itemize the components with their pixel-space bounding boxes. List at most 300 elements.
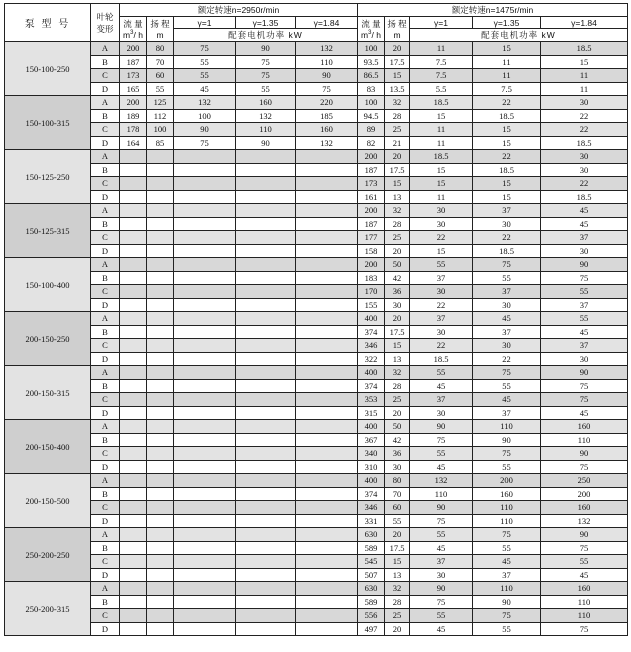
value-cell-lq: 200 [358,150,385,164]
value-cell-hp3 [296,420,358,434]
table-row [5,123,628,137]
model-cell: 250-200-315 [5,582,91,636]
value-cell-hh [147,555,174,569]
value-cell-lp1: 11 [410,190,473,204]
table-row [5,379,628,393]
value-cell-lp2: 75 [473,258,541,272]
header-variant [91,4,120,42]
value-cell-lp3: 160 [541,501,628,515]
value-cell-lp3: 11 [541,69,628,83]
value-cell-hp2 [236,622,296,636]
value-cell-lq: 331 [358,514,385,528]
value-cell-lp3: 45 [541,325,628,339]
value-cell-lp1: 30 [410,217,473,231]
value-cell-lp1: 55 [410,366,473,380]
value-cell-lh: 15 [385,555,410,569]
value-cell-lq: 367 [358,433,385,447]
table-row [5,487,628,501]
value-cell-hq [120,433,147,447]
value-cell-lp1: 18.5 [410,352,473,366]
value-cell-lp2: 18.5 [473,109,541,123]
value-cell-hq: 164 [120,136,147,150]
value-cell-hq [120,609,147,623]
value-cell-hp3 [296,501,358,515]
value-cell-hp1 [174,474,236,488]
table-row [5,271,628,285]
value-cell-lp3: 75 [541,622,628,636]
value-cell-hh [147,231,174,245]
value-cell-hh [147,528,174,542]
value-cell-lp1: 75 [410,433,473,447]
value-cell-hq [120,595,147,609]
value-cell-hp1 [174,447,236,461]
table-row [5,69,628,83]
value-cell-hh [147,433,174,447]
value-cell-lq: 187 [358,217,385,231]
value-cell-lh: 17.5 [385,163,410,177]
value-cell-lp3: 55 [541,285,628,299]
value-cell-lp3: 75 [541,271,628,285]
value-cell-hp3 [296,271,358,285]
value-cell-hh [147,271,174,285]
value-cell-lp2: 22 [473,231,541,245]
table-row [5,244,628,258]
model-cell: 150-125-315 [5,204,91,258]
value-cell-hp3 [296,163,358,177]
value-cell-hq [120,379,147,393]
value-cell-hp3 [296,366,358,380]
value-cell-hq [120,460,147,474]
value-cell-hq [120,325,147,339]
value-cell-lp1: 110 [410,487,473,501]
value-cell-hq [120,487,147,501]
value-cell-hp2 [236,271,296,285]
value-cell-hp2 [236,352,296,366]
value-cell-lh: 42 [385,271,410,285]
value-cell-lh: 80 [385,474,410,488]
value-cell-lp2: 110 [473,420,541,434]
value-cell-lp3: 22 [541,177,628,191]
value-cell-lq: 100 [358,96,385,110]
variant-cell: B [91,595,120,609]
value-cell-hp1 [174,501,236,515]
value-cell-hh [147,177,174,191]
value-cell-lp2: 22 [473,150,541,164]
value-cell-lp3: 45 [541,217,628,231]
header-head-2950 [147,17,174,42]
header-variant-line1: 叶轮 [96,11,114,22]
value-cell-lh: 15 [385,177,410,191]
value-cell-hp1 [174,244,236,258]
value-cell-lp1: 132 [410,474,473,488]
value-cell-lp2: 75 [473,447,541,461]
value-cell-lp3: 37 [541,298,628,312]
value-cell-hp2: 90 [236,136,296,150]
table-row [5,325,628,339]
value-cell-hq [120,339,147,353]
value-cell-hq [120,514,147,528]
table-row [5,514,628,528]
value-cell-lh: 30 [385,298,410,312]
table-row [5,109,628,123]
value-cell-lq: 200 [358,258,385,272]
value-cell-lp3: 15 [541,55,628,69]
value-cell-hp1 [174,150,236,164]
value-cell-lp1: 30 [410,325,473,339]
value-cell-hh [147,298,174,312]
value-cell-lp1: 15 [410,109,473,123]
value-cell-hq [120,190,147,204]
value-cell-hp3: 185 [296,109,358,123]
value-cell-hp3 [296,582,358,596]
value-cell-lq: 310 [358,460,385,474]
variant-cell: D [91,190,120,204]
variant-cell: D [91,514,120,528]
variant-cell: B [91,487,120,501]
variant-cell: A [91,42,120,56]
value-cell-hh [147,420,174,434]
value-cell-hp3 [296,609,358,623]
value-cell-lq: 340 [358,447,385,461]
value-cell-lh: 32 [385,204,410,218]
value-cell-lp1: 30 [410,568,473,582]
header-head-unit: m [393,30,401,40]
value-cell-hh [147,312,174,326]
value-cell-lp1: 55 [410,258,473,272]
value-cell-lp1: 90 [410,501,473,515]
header-head-label: 扬 程 [387,19,407,29]
value-cell-hp3 [296,339,358,353]
value-cell-lp1: 22 [410,298,473,312]
value-cell-lp2: 11 [473,55,541,69]
value-cell-hp3 [296,150,358,164]
value-cell-hp2: 55 [236,82,296,96]
table-row [5,231,628,245]
value-cell-lp3: 45 [541,406,628,420]
value-cell-hp2 [236,555,296,569]
value-cell-hp2 [236,568,296,582]
variant-cell: D [91,622,120,636]
value-cell-hp1: 75 [174,136,236,150]
value-cell-lq: 155 [358,298,385,312]
value-cell-hp2 [236,190,296,204]
value-cell-lq: 158 [358,244,385,258]
value-cell-hq [120,541,147,555]
variant-cell: C [91,123,120,137]
value-cell-hh [147,393,174,407]
value-cell-hh: 100 [147,123,174,137]
value-cell-hp1: 90 [174,123,236,137]
value-cell-hp3 [296,244,358,258]
value-cell-lh: 17.5 [385,325,410,339]
table-row [5,420,628,434]
variant-cell: B [91,325,120,339]
value-cell-hh [147,541,174,555]
value-cell-hp2 [236,244,296,258]
variant-cell: A [91,258,120,272]
value-cell-lp3: 90 [541,258,628,272]
variant-cell: A [91,474,120,488]
table-row [5,352,628,366]
value-cell-lp3: 37 [541,231,628,245]
value-cell-lp2: 22 [473,96,541,110]
value-cell-hp1: 132 [174,96,236,110]
value-cell-hq [120,231,147,245]
header-flow-2950 [120,17,147,42]
value-cell-lp2: 15 [473,123,541,137]
value-cell-lq: 630 [358,582,385,596]
value-cell-lp2: 45 [473,312,541,326]
value-cell-lp1: 45 [410,541,473,555]
value-cell-hp1 [174,568,236,582]
value-cell-hp2 [236,339,296,353]
table-row [5,190,628,204]
value-cell-hp1 [174,285,236,299]
value-cell-hp2: 160 [236,96,296,110]
value-cell-lp1: 55 [410,609,473,623]
value-cell-hh: 70 [147,55,174,69]
value-cell-lp2: 15 [473,42,541,56]
value-cell-lq: 200 [358,204,385,218]
value-cell-hp3: 75 [296,82,358,96]
value-cell-hp3 [296,541,358,555]
value-cell-lq: 83 [358,82,385,96]
value-cell-lh: 20 [385,528,410,542]
value-cell-hp2 [236,258,296,272]
value-cell-hh: 85 [147,136,174,150]
value-cell-lp3: 30 [541,352,628,366]
value-cell-hh [147,460,174,474]
value-cell-lp3: 45 [541,204,628,218]
value-cell-hp3 [296,555,358,569]
value-cell-hp2: 110 [236,123,296,137]
value-cell-lp1: 11 [410,42,473,56]
value-cell-hq [120,447,147,461]
model-cell: 150-100-250 [5,42,91,96]
value-cell-lh: 60 [385,501,410,515]
value-cell-lh: 36 [385,447,410,461]
variant-cell: D [91,82,120,96]
value-cell-lp2: 55 [473,379,541,393]
value-cell-hp1 [174,366,236,380]
value-cell-hp2 [236,177,296,191]
value-cell-lh: 42 [385,433,410,447]
value-cell-lp1: 18.5 [410,96,473,110]
value-cell-lh: 50 [385,420,410,434]
table-row [5,285,628,299]
value-cell-hq: 165 [120,82,147,96]
variant-cell: B [91,109,120,123]
value-cell-lq: 545 [358,555,385,569]
header-flow-unit: $m^3/$ h [361,30,381,40]
table-row [5,366,628,380]
value-cell-lq: 89 [358,123,385,137]
header-model: 泵 型 号 [5,4,91,42]
value-cell-hp1: 45 [174,82,236,96]
value-cell-lh: 36 [385,285,410,299]
value-cell-lp1: 5.5 [410,82,473,96]
value-cell-hp1 [174,190,236,204]
value-cell-hh: 60 [147,69,174,83]
value-cell-hp3 [296,487,358,501]
table-row [5,474,628,488]
value-cell-hq [120,568,147,582]
value-cell-lq: 177 [358,231,385,245]
value-cell-lh: 20 [385,406,410,420]
value-cell-hq: 200 [120,96,147,110]
value-cell-lq: 400 [358,474,385,488]
value-cell-lp3: 75 [541,541,628,555]
value-cell-lh: 20 [385,42,410,56]
value-cell-hp2 [236,325,296,339]
value-cell-hp2 [236,433,296,447]
variant-cell: C [91,69,120,83]
value-cell-hp2: 132 [236,109,296,123]
value-cell-hp3 [296,474,358,488]
value-cell-lp3: 132 [541,514,628,528]
value-cell-hp2 [236,298,296,312]
header-flow-1475 [358,17,385,42]
value-cell-lp2: 7.5 [473,82,541,96]
table-header [5,4,628,42]
value-cell-hh: 112 [147,109,174,123]
table-row [5,136,628,150]
table-row [5,393,628,407]
value-cell-hp1 [174,379,236,393]
value-cell-lp1: 45 [410,379,473,393]
value-cell-lq: 374 [358,487,385,501]
value-cell-lp2: 55 [473,541,541,555]
variant-cell: B [91,55,120,69]
value-cell-lp3: 90 [541,366,628,380]
value-cell-lp3: 55 [541,312,628,326]
header-gamma3-2950: γ=1.84 [296,17,358,29]
value-cell-lp3: 30 [541,163,628,177]
table-row [5,42,628,56]
value-cell-lq: 400 [358,312,385,326]
table-row [5,568,628,582]
value-cell-hh [147,339,174,353]
table-row [5,163,628,177]
model-cell: 200-150-500 [5,474,91,528]
table-row [5,258,628,272]
value-cell-lp3: 11 [541,82,628,96]
value-cell-hp1 [174,514,236,528]
value-cell-hh [147,406,174,420]
value-cell-lp2: 18.5 [473,244,541,258]
value-cell-lp3: 200 [541,487,628,501]
value-cell-hq [120,244,147,258]
value-cell-hq [120,420,147,434]
value-cell-hp1 [174,528,236,542]
header-flow-label: 流 量 [123,19,143,29]
value-cell-hq: 187 [120,55,147,69]
value-cell-lh: 25 [385,123,410,137]
table-row [5,609,628,623]
value-cell-lp1: 37 [410,271,473,285]
value-cell-hp3 [296,204,358,218]
value-cell-hp2 [236,406,296,420]
value-cell-hq: 189 [120,109,147,123]
value-cell-hp2 [236,487,296,501]
value-cell-hq [120,366,147,380]
value-cell-hp3 [296,433,358,447]
value-cell-lp3: 55 [541,555,628,569]
model-cell: 200-150-400 [5,420,91,474]
table-row [5,82,628,96]
value-cell-lh: 25 [385,609,410,623]
value-cell-lq: 187 [358,163,385,177]
value-cell-lp2: 110 [473,501,541,515]
variant-cell: D [91,460,120,474]
value-cell-hh [147,244,174,258]
value-cell-hp3 [296,568,358,582]
value-cell-hq: 173 [120,69,147,83]
value-cell-lq: 507 [358,568,385,582]
value-cell-hh [147,217,174,231]
header-gamma1-1475: γ=1 [410,17,473,29]
value-cell-hp2 [236,393,296,407]
model-cell: 250-200-250 [5,528,91,582]
value-cell-lq: 86.5 [358,69,385,83]
value-cell-hp3: 110 [296,55,358,69]
value-cell-hq: 178 [120,123,147,137]
value-cell-hq [120,622,147,636]
value-cell-lh: 28 [385,217,410,231]
value-cell-lp3: 160 [541,420,628,434]
value-cell-hq [120,474,147,488]
value-cell-hh [147,285,174,299]
value-cell-lp1: 45 [410,622,473,636]
value-cell-hh [147,568,174,582]
value-cell-lp3: 110 [541,433,628,447]
value-cell-lq: 170 [358,285,385,299]
value-cell-lp1: 75 [410,595,473,609]
value-cell-lp2: 37 [473,568,541,582]
header-head-1475 [385,17,410,42]
value-cell-lh: 13 [385,568,410,582]
variant-cell: D [91,406,120,420]
value-cell-hq [120,258,147,272]
value-cell-lh: 20 [385,622,410,636]
variant-cell: A [91,312,120,326]
value-cell-hq [120,406,147,420]
value-cell-lp2: 30 [473,298,541,312]
value-cell-hq [120,582,147,596]
value-cell-lp3: 250 [541,474,628,488]
header-power-1475: 配套电机功率 kW [410,29,628,42]
variant-cell: B [91,271,120,285]
value-cell-hq [120,555,147,569]
table-row [5,406,628,420]
variant-cell: C [91,555,120,569]
table-row [5,217,628,231]
model-cell: 150-125-250 [5,150,91,204]
value-cell-lp2: 75 [473,528,541,542]
value-cell-hp2 [236,447,296,461]
value-cell-lp3: 30 [541,244,628,258]
value-cell-lp3: 110 [541,609,628,623]
value-cell-lp3: 18.5 [541,136,628,150]
value-cell-lp3: 22 [541,123,628,137]
value-cell-hp2: 90 [236,42,296,56]
value-cell-lp3: 30 [541,150,628,164]
value-cell-hq [120,528,147,542]
value-cell-hp2 [236,541,296,555]
model-cell: 150-100-400 [5,258,91,312]
value-cell-lh: 28 [385,379,410,393]
value-cell-lp1: 7.5 [410,69,473,83]
